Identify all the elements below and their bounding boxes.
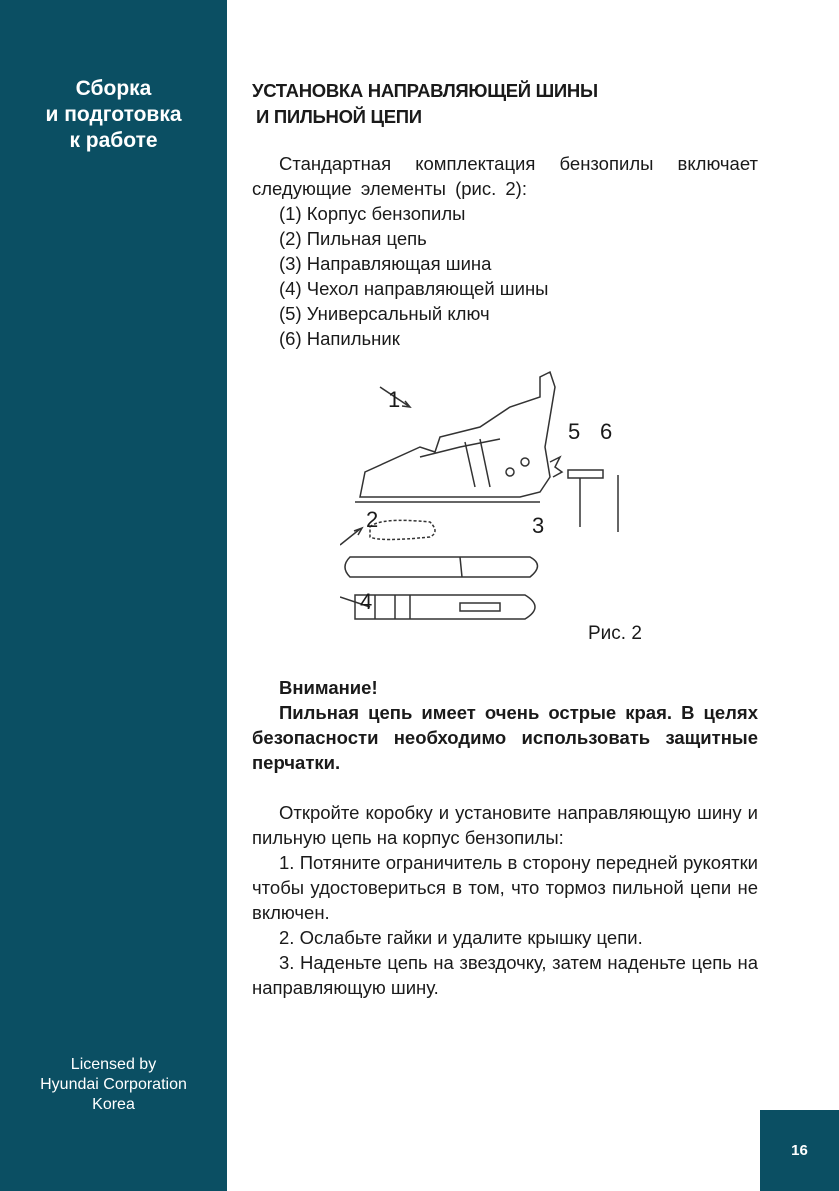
license-line: Korea bbox=[92, 1096, 135, 1113]
heading-line: УСТАНОВКА НАПРАВЛЯЮЩЕЙ ШИНЫ bbox=[252, 80, 598, 101]
instruction-step: 1. Потяните ограничитель в сторону передней рукоятки чтобы удостовериться в том, что тормоз пильной цепи не включен. bbox=[252, 852, 758, 923]
figure-label: 5 bbox=[568, 419, 581, 444]
license-line: Hyundai Corporation bbox=[40, 1076, 187, 1093]
list-item: (4) Чехол направляющей шины bbox=[279, 278, 549, 299]
figure-label: 6 bbox=[600, 419, 613, 444]
list-item: (3) Направляющая шина bbox=[279, 253, 492, 274]
license-note bbox=[0, 1055, 227, 1115]
chainsaw-body-drawing bbox=[355, 372, 562, 502]
bar-cover-drawing bbox=[355, 595, 535, 619]
page-heading bbox=[252, 78, 758, 130]
instruction-step: 3. Наденьте цепь на звездочку, затем наденьте цепь на направляющую шину. bbox=[252, 952, 758, 998]
list-item: (6) Напильник bbox=[279, 328, 400, 349]
chain-drawing bbox=[370, 520, 435, 539]
section-title bbox=[0, 76, 227, 154]
wrench-drawing bbox=[568, 470, 603, 527]
intro-paragraph: Стандартная комплектация бензопилы включает следующие элементы (рис. 2): bbox=[252, 153, 758, 199]
sidebar bbox=[0, 0, 227, 1191]
figure-caption: Рис. 2 bbox=[588, 623, 642, 644]
list-item: (1) Корпус бензопилы bbox=[279, 203, 466, 224]
section-title-line: и подготовка bbox=[45, 103, 182, 126]
list-item: (5) Универсальный ключ bbox=[279, 303, 490, 324]
section-title-line: к работе bbox=[69, 129, 158, 152]
list-item: (2) Пильная цепь bbox=[279, 228, 427, 249]
warning-title: Внимание! bbox=[279, 677, 378, 698]
guide-bar-drawing bbox=[345, 557, 538, 577]
warning-text: Пильная цепь имеет очень острые края. В целях безопасности необходимо использовать защитные перчатки. bbox=[252, 702, 758, 773]
figure-label: 2 bbox=[366, 507, 379, 532]
figure-label: 3 bbox=[532, 513, 545, 538]
instruction-step: 2. Ослабьте гайки и удалите крышку цепи. bbox=[279, 927, 643, 948]
figure-label: 4 bbox=[360, 589, 373, 614]
license-line: Licensed by bbox=[70, 1056, 157, 1073]
instructions-intro: Откройте коробку и установите направляющую шину и пильную цепь на корпус бензопилы: bbox=[252, 802, 758, 848]
section-title-line: Сборка bbox=[75, 77, 152, 100]
heading-line: И ПИЛЬНОЙ ЦЕПИ bbox=[256, 106, 422, 127]
page-number: 16 bbox=[760, 1110, 839, 1191]
main-content bbox=[252, 78, 758, 1000]
figure-label: 1 bbox=[388, 387, 401, 412]
figure-2 bbox=[252, 367, 758, 667]
